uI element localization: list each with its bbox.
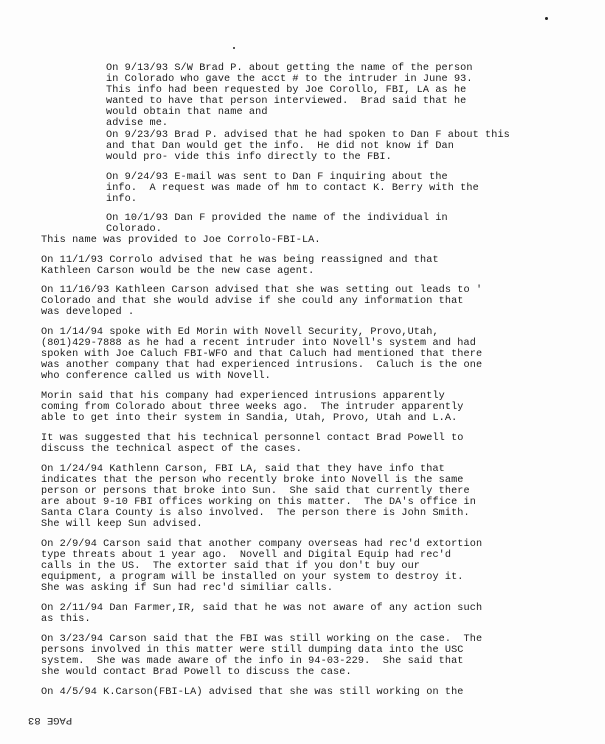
text-line: type threats about 1 year ago. Novell and Digital Equip had rec'd [41,550,452,561]
text-line: info. A request was made of hm to contact K. Berry with the [106,183,479,194]
text-line: On 1/14/94 spoke with Ed Morin with Novell Security, Provo,Utah, [41,327,439,338]
text-line: info. [106,194,138,205]
text-line: discuss the technical aspect of the cases. [41,444,302,455]
text-line: This info had been requested by Joe Corollo, FBI, LA as he [106,85,467,96]
text-line: would obtain that name and [106,107,268,118]
text-line: who conference called us with Novell. [41,371,271,382]
text-line: It was suggested that his technical personnel contact Brad Powell to [41,433,464,444]
text-line: Colorado and that she would advise if she could any information that [41,296,464,307]
scan-speck [545,17,548,20]
text-line: This name was provided to Joe Corrolo-FBI-LA. [41,235,321,246]
text-line: Morin said that his company had experienced intrusions apparently [41,391,445,402]
text-line: wanted to have that person interviewed. Brad said that he [106,96,467,107]
text-line: coming from Colorado about three weeks ago. The intruder apparently [41,402,464,413]
text-line: (801)429-7888 as he had a recent intruder into Novell's system and had [41,338,476,349]
text-line: On 9/23/93 Brad P. advised that he had spoken to Dan F about this [106,130,510,141]
text-line: was developed . [41,307,135,318]
text-line: On 2/9/94 Carson said that another company overseas had rec'd extortion [41,539,483,550]
text-line: On 11/1/93 Corrolo advised that he was being reassigned and that [41,255,439,266]
text-line: would pro- vide this info directly to the FBI. [106,152,392,163]
text-line: On 2/11/94 Dan Farmer,IR, said that he was not aware of any action such [41,603,483,614]
text-line: persons involved in this matter were still dumping data into the USC [41,645,464,656]
text-line: she would contact Brad Powell to discuss the case. [41,667,352,678]
scan-speck [233,47,235,49]
text-line: Colorado. [106,224,162,235]
page-number-stamp: PAGE 83 [28,714,73,726]
text-line: On 4/5/94 K.Carson(FBI-LA) advised that she was still working on the [41,687,464,698]
text-line: spoken with Joe Caluch FBI-WFO and that Caluch had mentioned that there [41,349,483,360]
text-line: equipment, a program will be installed on your system to destroy it. [41,572,464,583]
text-line: as this. [41,614,91,625]
text-line: advise me. [106,118,169,129]
text-line: and that Dan would get the info. He did not know if Dan [106,141,454,152]
text-line: On 3/23/94 Carson said that the FBI was still working on the case. The [41,634,483,645]
text-line: in Colorado who gave the acct # to the intruder in June 93. [106,74,473,85]
text-line: Santa Clara County is also involved. The person there is John Smith. [41,508,470,519]
text-line: was another company that had experienced intrusions. Caluch is the one [41,360,483,371]
text-line: indicates that the person who recently broke into Novell is the same [41,475,464,486]
text-line: On 11/16/93 Kathleen Carson advised that she was setting out leads to ' [41,285,483,296]
text-line: person or persons that broke into Sun. She said that currently there [41,486,470,497]
text-line: On 9/24/93 E-mail was sent to Dan F inquiring about the [106,172,448,183]
text-line: system. She was made aware of the info in 94-03-229. She said that [41,656,464,667]
text-line: calls in the US. The extorter said that if you don't buy our [41,561,421,572]
text-line: Kathleen Carson would be the new case agent. [41,266,315,277]
text-line: On 10/1/93 Dan F provided the name of the individual in [106,213,448,224]
text-line: On 1/24/94 Kathlenn Carson, FBI LA, said that they have info that [41,464,445,475]
text-line: She will keep Sun advised. [41,519,203,530]
text-line: On 9/13/93 S/W Brad P. about getting the name of the person [106,63,473,74]
text-line: She was asking if Sun had rec'd similiar calls. [41,583,334,594]
text-line: are about 9-10 FBI offices working on this matter. The DA's office in [41,497,476,508]
text-line: able to get into their system in Sandia, Utah, Provo, Utah and L.A. [41,413,458,424]
